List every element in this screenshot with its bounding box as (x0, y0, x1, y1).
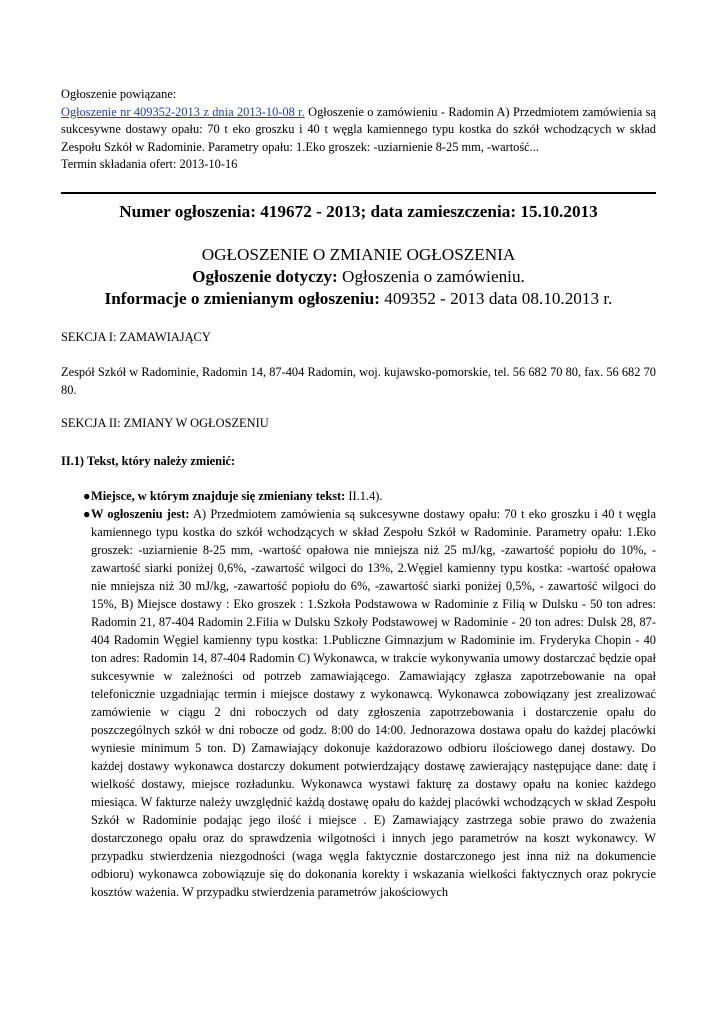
concerns-label: Ogłoszenie dotyczy: (192, 267, 338, 286)
concerns-line (61, 266, 656, 288)
bullet-icon: ● (83, 489, 91, 503)
contracting-authority: Zespół Szkół w Radominie, Radomin 14, 87-404 Radomin, woj. kujawsko-pomorskie, tel. 56 682 70 80, fax. 56 682 70 80. (61, 365, 656, 397)
changed-info-value: 409352 - 2013 data 08.10.2013 r. (384, 289, 613, 308)
notice-title: OGŁOSZENIE O ZMIANIE OGŁOSZENIA (201, 245, 516, 264)
related-notice-block (61, 86, 656, 174)
place-value: II.1.4). (348, 489, 383, 503)
changes-list (61, 487, 656, 901)
offer-deadline: Termin składania ofert: 2013-10-16 (61, 157, 238, 171)
related-summary: Ogłoszenie o zamówieniu - Radomin A) Przedmiotem zamówienia są sukcesywne dostawy opału: 70 t eko groszku i 40 t węgla kamiennego typu kostka do szkół wchodzących w skład Zespołu Szkół w Radominie. Parametry opału: 1.Eko groszek: -uziarnienie 8-25 mm, -wartość... (61, 104, 656, 154)
notice-title-block (61, 244, 656, 310)
concerns-value: Ogłoszenia o zamówieniu. (342, 267, 525, 286)
list-item (61, 487, 656, 505)
changed-info-label: Informacje o zmienianym ogłoszeniu: (104, 289, 380, 308)
in-notice-value: A) Przedmiotem zamówienia są sukcesywne dostawy opału: 70 t eko groszku i 40 t węgla kamiennego typu kostka do szkół wchodzących w skład Zespołu Szkół w Radominie. Parametry opału: 1.Eko groszek: -uziarnienie 8-25 mm, -wartość opałowa nie mniejsza niż 25 mJ/kg, -zawartość popiołu do 10%, -zawartość siarki poniżej 0,6%, -zawartość wilgoci do 13%, 2.Węgiel kamienny typu kostka: -wartość opałowa nie mniejsza niż 30 mJ/kg, -zawartość popiołu do 6%, -zawartość siarki poniżej 0,5%, - zawartość wilgoci do 15%, B) Miejsce dostawy : Eko groszek : 1.Szkoła Podstawowa w Radominie z Filią w Dulsku - 50 ton adres: Radomin 21, 87-404 Radomin 2.Filia w Dulsku Szkoły Podstawowej w Radominie - 20 ton adres: Dulsk 28, 87-404 Radomin Węgiel kamienny typu kostka: 1.Publiczne Gimnazjum w Radominie im. Fryderyka Chopin - 40 ton adres: Radomin 14, 87-404 Radomin C) Wykonawca, w trakcie wykonywania umowy dostarczać będzie opał sukcesywnie w zależności od potrzeb zamawiającego. Zamawiający zgłasza zapotrzebowanie na opał telefonicznie uzgadniając termin i miejsce dostawy z wykonawcą. Wykonawca zobowiązany jest zrealizować zamówienie w ciągu 2 dni roboczych od daty zgłoszenia zapotrzebowania i dostarczenie opału do poszczególnych szkół w dni robocze od godz. 8:00 do 14:00. Jednorazowa dostawa opału do każdej placówki wyniesie minimum 5 ton. D) Zamawiający dokonuje każdorazowo odbioru ilościowego danej dostawy. Do każdej dostawy wykonawca dostarczy dokument potwierdzający dostawę zawierający następujące dane: datę i wielkość dostawy, miejsce rozładunku. Wykonawca wystawi fakturę za dostawy opału na koniec każdego miesiąca. W fakturze należy uwzględnić każdą dostawę opału do każdej placówki wchodzących w skład Zespołu Szkół w Radominie podając jego ilość i miejsce . E) Zamawiający zastrzega sobie prawo do zważenia dostarczonego opału oraz do sprawdzenia wilgotności i innych jego parametrów na koszt wykonawcy. W przypadku stwierdzenia niezgodności (waga węgla faktycznie dostarczonego jest inna niż na dokumencie odbioru) wykonawca zobowiązuje się do dokonania korekty i wskazania wielkości faktycznych oraz pokrycie kosztów ważenia. W przypadku stwierdzenia parametrów jakościowych (91, 507, 656, 899)
notice-number-line: Numer ogłoszenia: 419672 - 2013; data zamieszczenia: 15.10.2013 (119, 202, 598, 221)
horizontal-divider (61, 192, 656, 194)
list-item (61, 505, 656, 901)
section-1-heading: SEKCJA I: ZAMAWIAJĄCY (61, 330, 211, 344)
bullet-icon: ● (83, 507, 91, 521)
place-label: Miejsce, w którym znajduje się zmieniany tekst: (91, 489, 346, 503)
in-notice-label: W ogłoszeniu jest: (91, 507, 190, 521)
section-2-heading: SEKCJA II: ZMIANY W OGŁOSZENIU (61, 416, 269, 430)
changed-info-line (61, 288, 656, 310)
related-summary-paragraph (61, 104, 656, 157)
related-heading: Ogłoszenie powiązane: (61, 87, 177, 101)
ii1-heading: II.1) Tekst, który należy zmienić: (61, 454, 236, 468)
related-notice-link[interactable]: Ogłoszenie nr 409352-2013 z dnia 2013-10-08 r. (61, 104, 305, 119)
